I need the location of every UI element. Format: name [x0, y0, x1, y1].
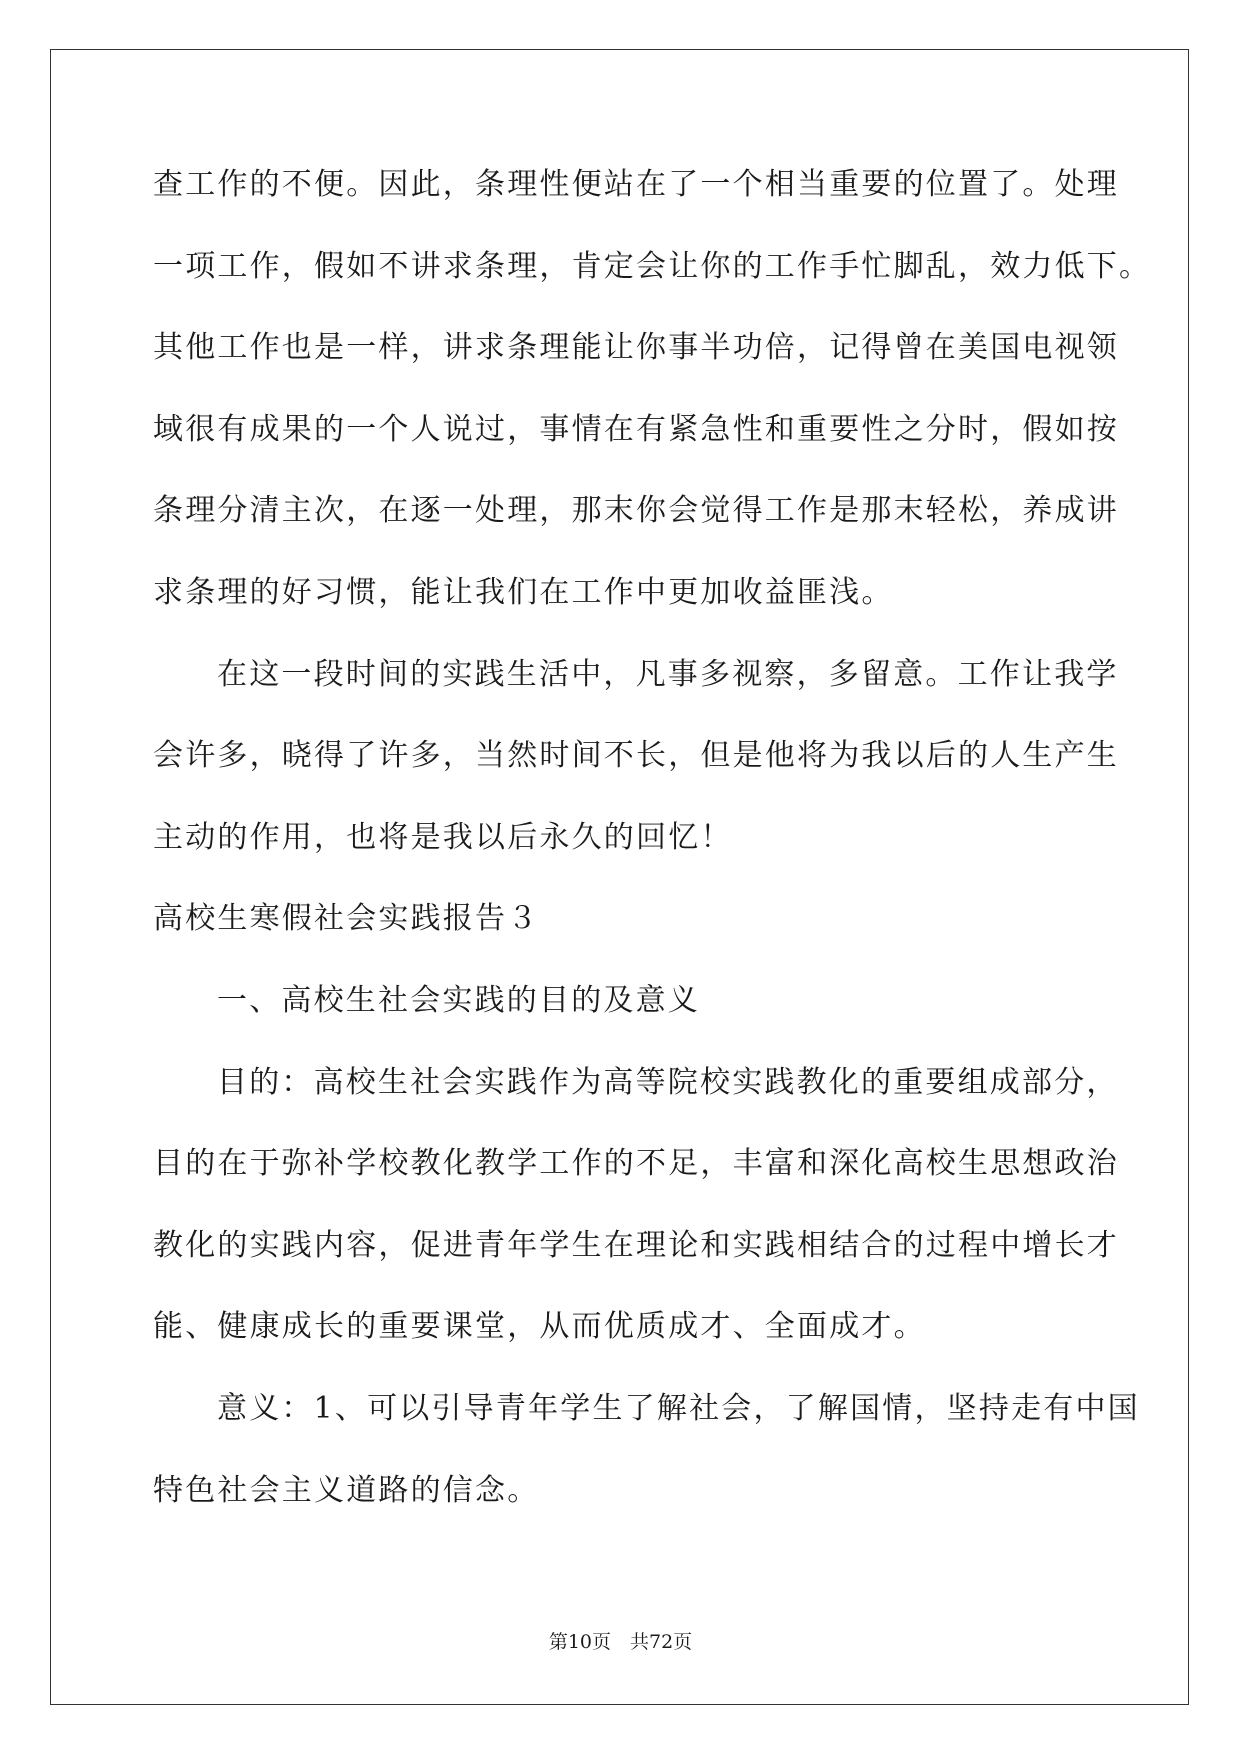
paragraph-start-line: 在这一段时间的实践生活中，凡事多视察，多留意。工作让我学 [217, 656, 1119, 692]
text-line: 主动的作用，也将是我以后永久的回忆！ [153, 819, 733, 855]
text-line: 特色社会主义道路的信念。 [153, 1472, 540, 1508]
subsection-heading: 一、高校生社会实践的目的及意义 [217, 982, 700, 1018]
text-line: 求条理的好习惯，能让我们在工作中更加收益匪浅。 [153, 574, 894, 610]
text-line: 教化的实践内容，促进青年学生在理论和实践相结合的过程中增长才 [153, 1227, 1119, 1263]
text-line: 能、健康成长的重要课堂，从而优质成才、全面成才。 [153, 1309, 926, 1345]
page-number-footer: 第10页 共72页 [548, 1631, 693, 1653]
text-line: 条理分清主次，在逐一处理，那末你会觉得工作是那末轻松，养成讲 [153, 493, 1119, 529]
text-line: 会许多，晓得了许多，当然时间不长，但是他将为我以后的人生产生 [153, 738, 1119, 774]
text-line: 查工作的不便。因此，条理性便站在了一个相当重要的位置了。处理 [153, 167, 1119, 202]
document-body [153, 160, 1152, 1547]
text-line: 域很有成果的一个人说过，事情在有紧急性和重要性之分时，假如按 [153, 411, 1119, 447]
paragraph-start-line: 意义：1、可以引导青年学生了解社会，了解国情，坚持走有中国 [217, 1390, 1140, 1426]
paragraph-start-line: 目的：高校生社会实践作为高等院校实践教化的重要组成部分， [217, 1064, 1119, 1100]
section-heading: 高校生寒假社会实践报告３ [153, 901, 540, 937]
text-line: 目的在于弥补学校教化教学工作的不足，丰富和深化高校生思想政治 [153, 1146, 1119, 1182]
text-line: 一项工作，假如不讲求条理，肯定会让你的工作手忙脚乱，效力低下。 [153, 248, 1152, 284]
text-line: 其他工作也是一样，讲求条理能让你事半功倍，记得曾在美国电视领 [153, 330, 1119, 366]
